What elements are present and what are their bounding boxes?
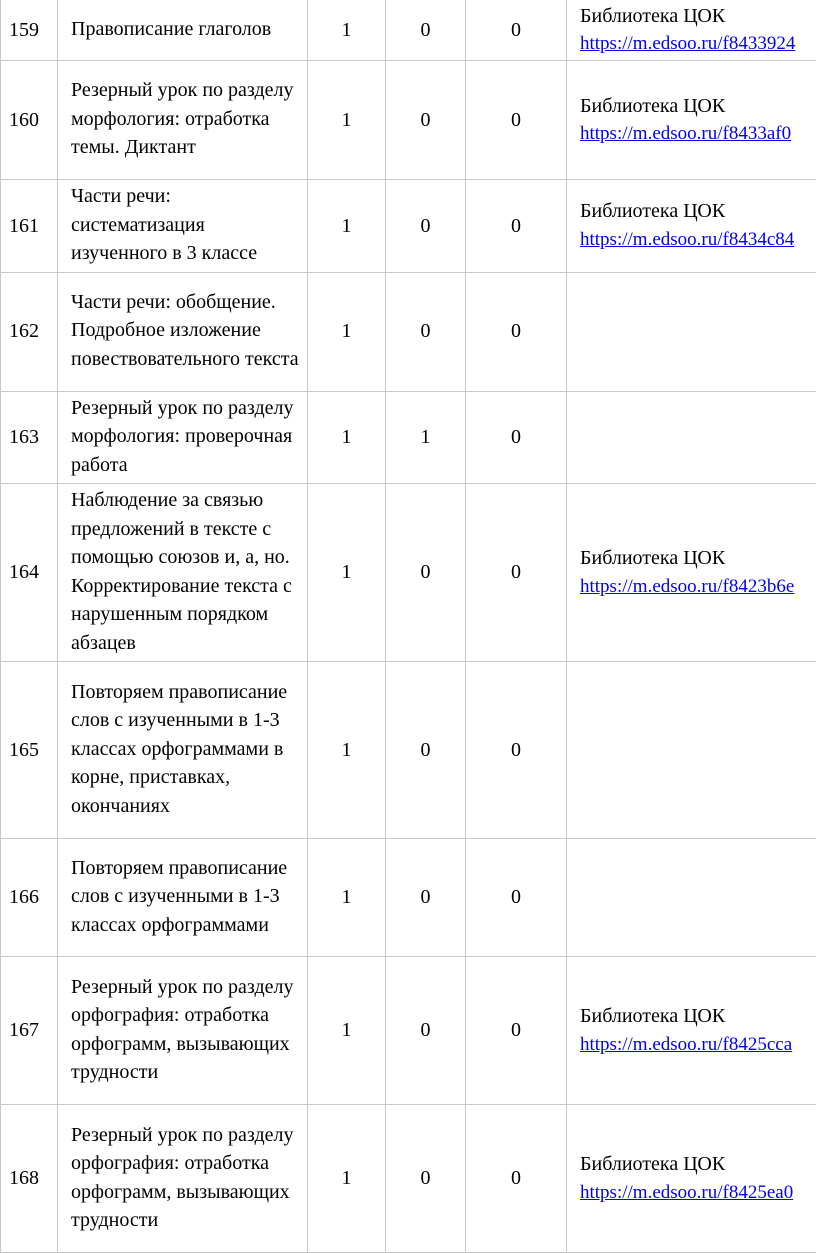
hours-total: 1 [308, 61, 386, 180]
resource-label: Библиотека ЦОК [580, 92, 816, 121]
resource-cell [567, 1105, 816, 1253]
resource-link[interactable]: https://m.edsoo.ru/f8425cca [580, 1031, 816, 1060]
hours-practice: 0 [466, 180, 567, 273]
resource-cell [567, 839, 816, 957]
lesson-number: 167 [1, 957, 58, 1105]
hours-total: 1 [308, 0, 386, 61]
lesson-topic: Резерный урок по разделу орфография: отработка орфограмм, вызывающих трудности [58, 1105, 308, 1253]
hours-practice: 0 [466, 484, 567, 662]
lesson-topic: Части речи: систематизация изученного в 3 классе [58, 180, 308, 273]
hours-control: 0 [386, 957, 466, 1105]
lesson-number: 159 [1, 0, 58, 61]
hours-practice: 0 [466, 662, 567, 839]
hours-practice: 0 [466, 0, 567, 61]
lesson-topic: Резерный урок по разделу морфология: отработка темы. Диктант [58, 61, 308, 180]
resource-label: Библиотека ЦОК [580, 2, 816, 31]
lesson-number: 164 [1, 484, 58, 662]
lesson-topic: Части речи: обобщение. Подробное изложение повествовательного текста [58, 272, 308, 391]
resource-cell [567, 484, 816, 662]
table-row [1, 0, 816, 61]
table-row [1, 272, 816, 391]
lesson-topic: Правописание глаголов [58, 0, 308, 61]
resource-label: Библиотека ЦОК [580, 544, 816, 573]
resource-link[interactable]: https://m.edsoo.ru/f8423b6e [580, 573, 816, 602]
hours-total: 1 [308, 272, 386, 391]
hours-control: 0 [386, 839, 466, 957]
lesson-topic: Повторяем правописание слов с изученными в 1-3 классах орфограммами в корне, приставках, окончаниях [58, 662, 308, 839]
hours-control: 0 [386, 1105, 466, 1253]
resource-cell [567, 957, 816, 1105]
table-row [1, 957, 816, 1105]
hours-total: 1 [308, 957, 386, 1105]
table-row [1, 61, 816, 180]
hours-practice: 0 [466, 1105, 567, 1253]
lesson-topic: Повторяем правописание слов с изученными в 1-3 классах орфограммами [58, 839, 308, 957]
hours-control: 0 [386, 272, 466, 391]
hours-total: 1 [308, 391, 386, 484]
lesson-topic: Резерный урок по разделу морфология: проверочная работа [58, 391, 308, 484]
table-row [1, 1105, 816, 1253]
hours-total: 1 [308, 484, 386, 662]
resource-label: Библиотека ЦОК [580, 197, 816, 226]
lesson-topic: Наблюдение за связью предложений в тексте с помощью союзов и, а, но. Корректирование текста с нарушенным порядком абзацев [58, 484, 308, 662]
resource-cell [567, 61, 816, 180]
hours-practice: 0 [466, 272, 567, 391]
lesson-topic: Резерный урок по разделу орфография: отработка орфограмм, вызывающих трудности [58, 957, 308, 1105]
hours-control: 0 [386, 662, 466, 839]
hours-total: 1 [308, 1105, 386, 1253]
table-row [1, 484, 816, 662]
lesson-number: 168 [1, 1105, 58, 1253]
resource-cell [567, 662, 816, 839]
lesson-number: 160 [1, 61, 58, 180]
hours-control: 0 [386, 61, 466, 180]
resource-cell [567, 272, 816, 391]
table-row [1, 662, 816, 839]
lesson-number: 161 [1, 180, 58, 273]
table-row [1, 839, 816, 957]
hours-practice: 0 [466, 391, 567, 484]
lesson-number: 163 [1, 391, 58, 484]
lesson-number: 166 [1, 839, 58, 957]
lesson-number: 165 [1, 662, 58, 839]
resource-cell [567, 391, 816, 484]
resource-link[interactable]: https://m.edsoo.ru/f8433924 [580, 30, 816, 59]
table-row [1, 180, 816, 273]
hours-control: 0 [386, 180, 466, 273]
resource-label: Библиотека ЦОК [580, 1002, 816, 1031]
resource-link[interactable]: https://m.edsoo.ru/f8434c84 [580, 226, 816, 255]
hours-total: 1 [308, 180, 386, 273]
hours-practice: 0 [466, 61, 567, 180]
hours-control: 0 [386, 484, 466, 662]
lesson-number: 162 [1, 272, 58, 391]
resource-link[interactable]: https://m.edsoo.ru/f8433af0 [580, 120, 816, 149]
hours-control: 0 [386, 0, 466, 61]
hours-practice: 0 [466, 839, 567, 957]
resource-cell [567, 0, 816, 61]
hours-total: 1 [308, 839, 386, 957]
resource-label: Библиотека ЦОК [580, 1150, 816, 1179]
hours-control: 1 [386, 391, 466, 484]
table-row [1, 391, 816, 484]
resource-cell [567, 180, 816, 273]
hours-practice: 0 [466, 957, 567, 1105]
resource-link[interactable]: https://m.edsoo.ru/f8425ea0 [580, 1179, 816, 1208]
hours-total: 1 [308, 662, 386, 839]
